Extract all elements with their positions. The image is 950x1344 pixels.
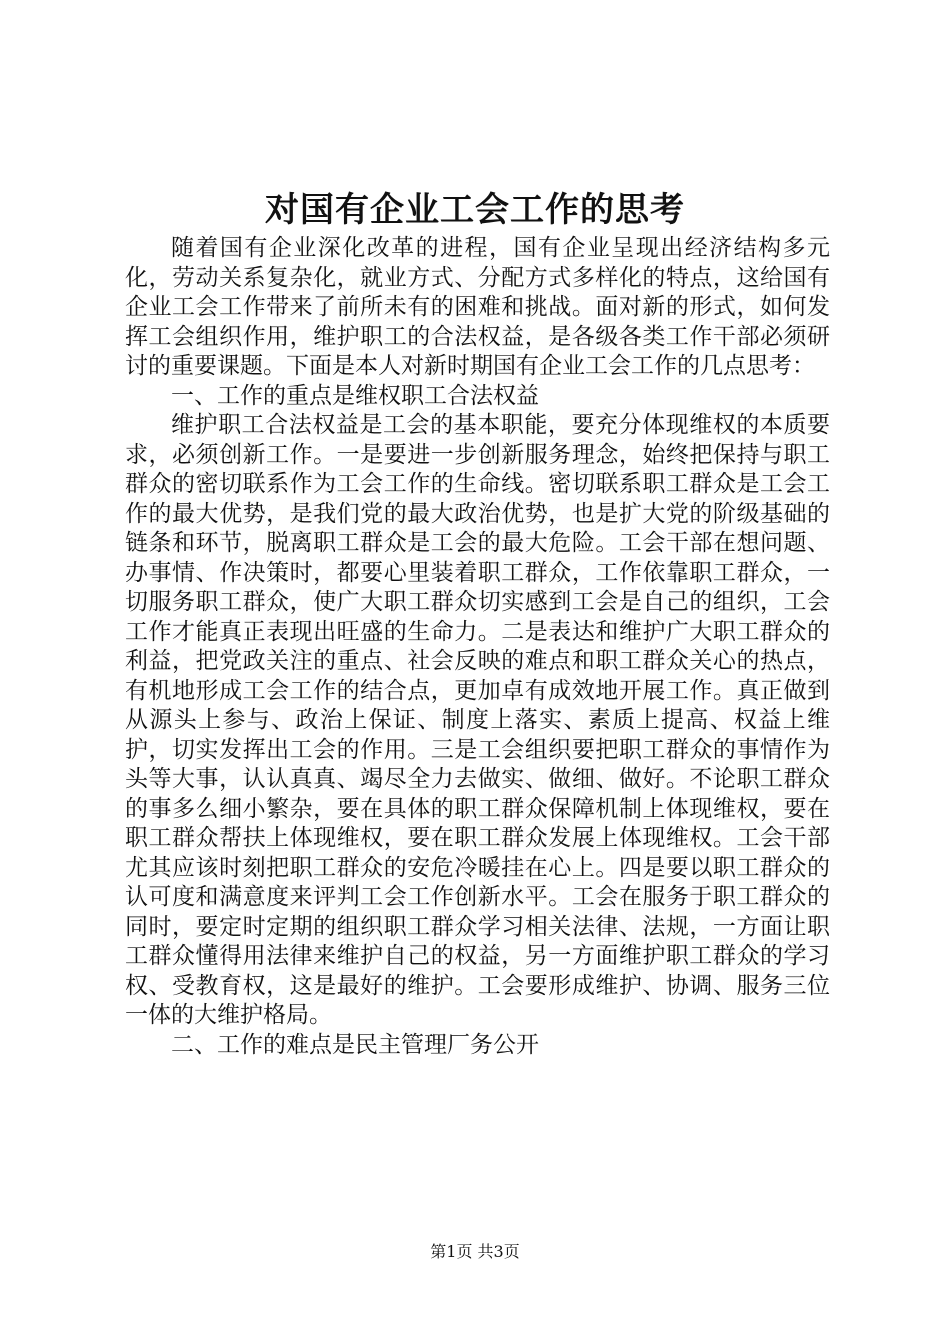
- document-body: [125, 234, 830, 1060]
- section-heading-1: 一、工作的重点是维权职工合法权益: [171, 382, 539, 409]
- section-heading-2: 二、工作的难点是民主管理厂务公开: [171, 1031, 539, 1058]
- section-1-paragraph: 维护职工合法权益是工会的基本职能，要充分体现维权的本质要求，必须创新工作。一是要进一步创新服务理念，始终把保持与职工群众的密切联系作为工会工作的生命线。密切联系职工群众是工会工作的最大优势，是我们党的最大政治优势，也是扩大党的阶级基础的链条和环节，脱离职工群众是工会的最大危险。工会干部在想问题、办事情、作决策时，都要心里装着职工群众，工作依靠职工群众，一切服务职工群众，使广大职工群众切实感到工会是自己的组织，工会工作才能真正表现出旺盛的生命力。二是表达和维护广大职工群众的利益，把党政关注的重点、社会反映的难点和职工群众关心的热点，有机地形成工会工作的结合点，更加卓有成效地开展工作。真正做到从源头上参与、政治上保证、制度上落实、素质上提高、权益上维护，切实发挥出工会的作用。三是工会组织要把职工群众的事情作为头等大事，认认真真、竭尽全力去做实、做细、做好。不论职工群众的事多么细小繁杂，要在具体的职工群众保障机制上体现维权，要在职工群众帮扶上体现维权，要在职工群众发展上体现维权。工会干部尤其应该时刻把职工群众的安危冷暖挂在心上。四是要以职工群众的认可度和满意度来评判工会工作创新水平。工会在服务于职工群众的同时，要定时定期的组织职工群众学习相关法律、法规，一方面让职工群众懂得用法律来维护自己的权益，另一方面维护职工群众的学习权、受教育权，这是最好的维护。工会要形成维护、协调、服务三位一体的大维护格局。: [125, 412, 830, 1028]
- document-title: 对国有企业工会工作的思考: [265, 190, 685, 230]
- intro-paragraph: 随着国有企业深化改革的进程，国有企业呈现出经济结构多元化，劳动关系复杂化，就业方式、分配方式多样化的特点，这给国有企业工会工作带来了前所未有的困难和挑战。面对新的形式，如何发挥工会组织作用，维护职工的合法权益，是各级各类工作干部必须研讨的重要课题。下面是本人对新时期国有企业工会工作的几点思考：: [125, 235, 830, 379]
- page-footer: 第1页 共3页: [430, 1242, 520, 1261]
